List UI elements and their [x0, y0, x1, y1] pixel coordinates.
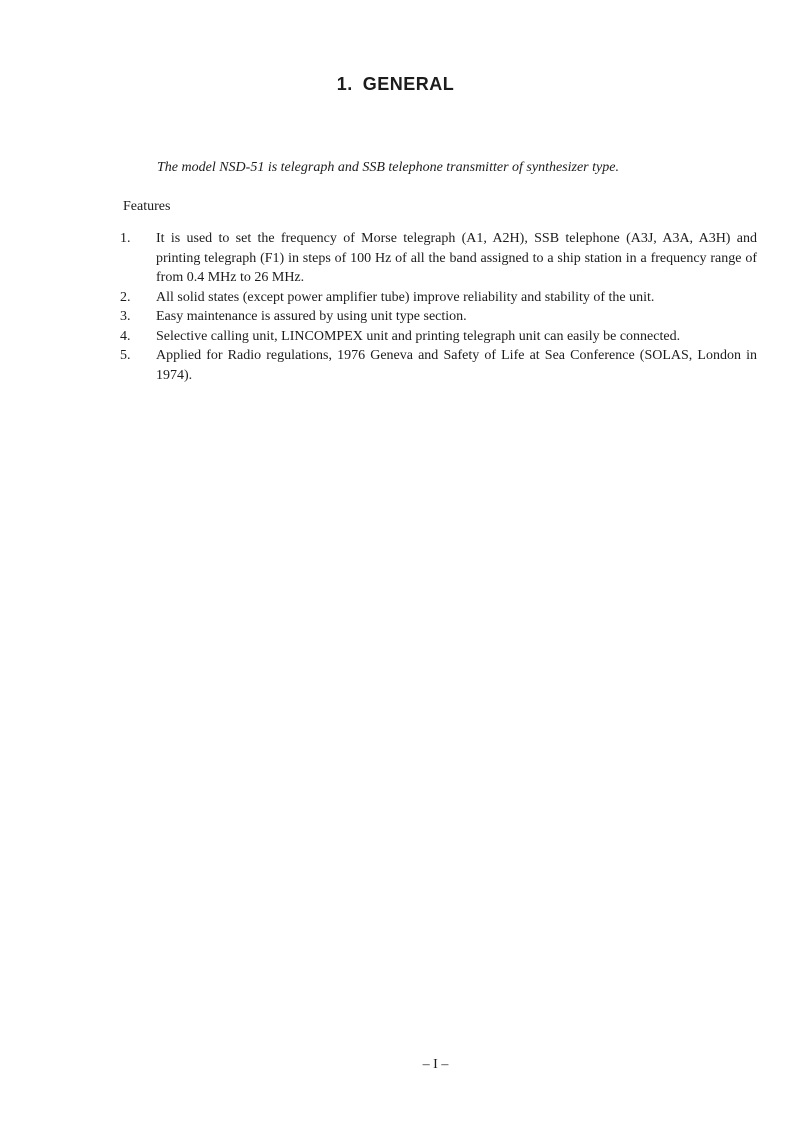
page-number: – I –: [422, 1057, 449, 1072]
feature-item-2: [120, 288, 757, 308]
feature-number: 2.: [120, 289, 131, 305]
feature-text: Easy maintenance is assured by using unit type section.: [156, 309, 467, 324]
feature-number: 4.: [120, 328, 131, 344]
feature-number: 5.: [120, 348, 131, 363]
features-label: Features: [123, 199, 171, 214]
intro-paragraph: The model NSD-51 is telegraph and SSB telephone transmitter of synthesizer type.: [157, 160, 619, 175]
section-title: GENERAL: [362, 74, 455, 94]
feature-item-3: [120, 307, 757, 327]
feature-text: Selective calling unit, LINCOMPEX unit and printing telegraph unit can easily be connected.: [156, 328, 681, 344]
feature-item-4: [120, 327, 757, 347]
section-number: 1.: [336, 74, 353, 94]
feature-text: It is used to set the frequency of Morse telegraph (A1, A2H), SSB telephone (A3J, A3A, A3H) and printing telegraph (F1) in steps of 100 Hz of all the band assigned to a ship station in a frequency range of from 0.4 MHz to 26 MHz.: [156, 231, 757, 285]
feature-number: 1.: [120, 231, 131, 246]
feature-list: [120, 229, 757, 385]
feature-text: All solid states (except power amplifier tube) improve reliability and stability of the unit.: [156, 289, 655, 305]
feature-item-1: [120, 229, 757, 288]
feature-text: Applied for Radio regulations, 1976 Geneva and Safety of Life at Sea Conference (SOLAS, London in 1974).: [156, 348, 757, 383]
section-heading: [0, 74, 791, 95]
feature-item-5: [120, 346, 757, 385]
feature-number: 3.: [120, 309, 131, 324]
